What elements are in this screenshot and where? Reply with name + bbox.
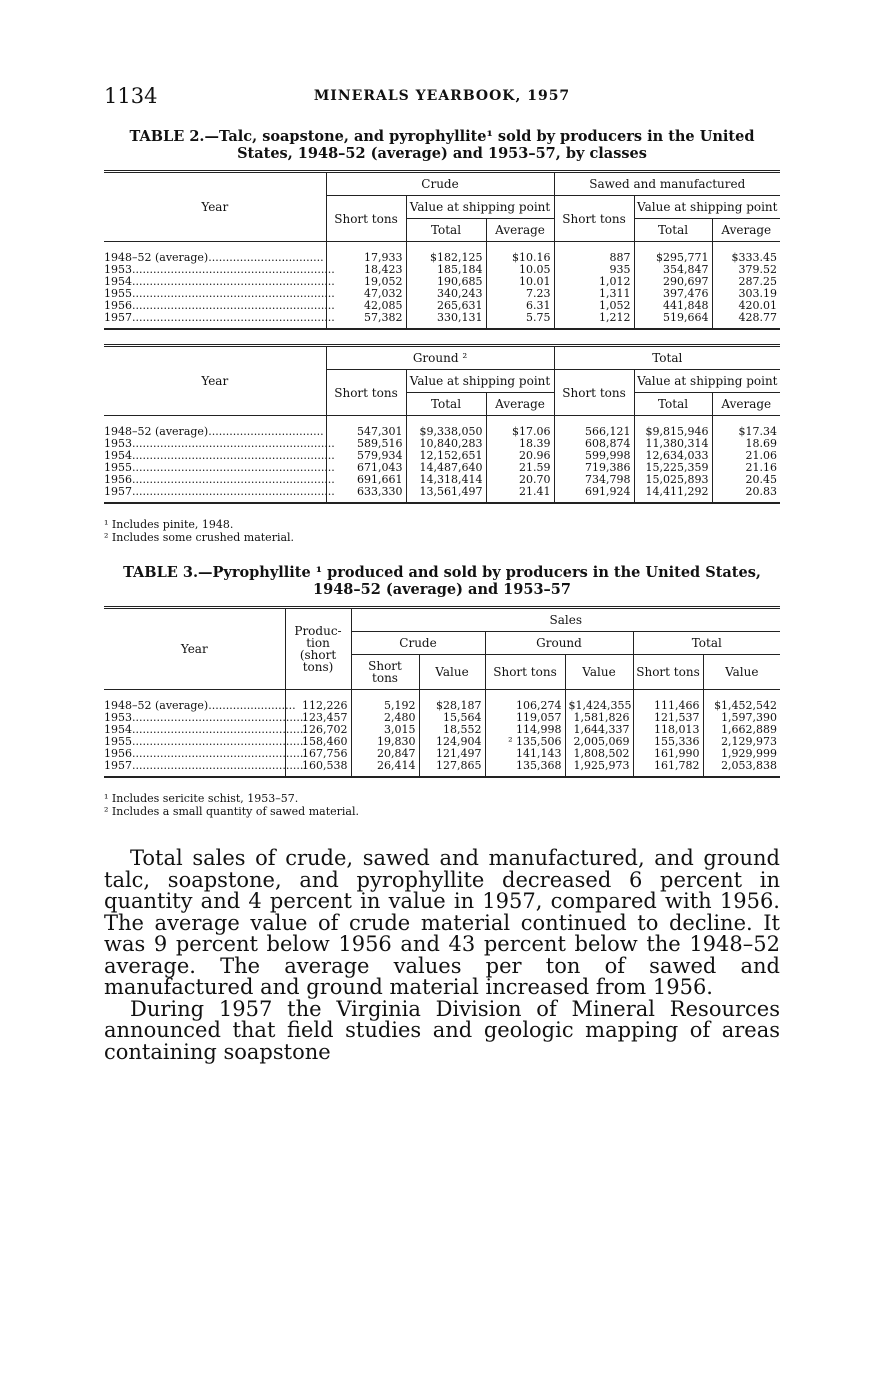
cell: 167,756 [285, 748, 351, 760]
cell: $182,125 [406, 242, 486, 265]
cell: 118,013 [633, 724, 703, 736]
cell: 441,848 [634, 300, 712, 312]
table2-p1-total-header: Total [406, 219, 486, 242]
table3-production-header: Produc-tion (short tons) [285, 608, 351, 690]
cell: 114,998 [485, 724, 565, 736]
body-paragraph-1: Total sales of crude, sawed and manufactured, and ground talc, soapstone, and pyrophyllite decreased 6 percent in quantity and 4 percent in value in 1957, compared with 1956. The average value of crude material continued to decline. It was 9 percent below 1956 and 43 percent below the 1948–52 average. The average values per ton of sawed and manufactured and ground material increased from 1956. [104, 846, 780, 999]
table2-p2-average-header: Average [486, 393, 554, 416]
cell: 18.69 [712, 438, 780, 450]
cell: 379.52 [712, 264, 780, 276]
cell: 13,561,497 [406, 486, 486, 503]
cell: $9,338,050 [406, 416, 486, 439]
cell: 354,847 [634, 264, 712, 276]
cell: 1,662,889 [703, 724, 780, 736]
footnote: ² Includes some crushed material. [104, 531, 295, 544]
cell: 20.45 [712, 474, 780, 486]
cell: 330,131 [406, 312, 486, 329]
table-row: 1954.......................................................... 19,052 190,685 10.01 1,012 290,697 287.25 [104, 276, 780, 288]
table2-p1-average-header: Average [486, 219, 554, 242]
table3-short-tons-header: Short tons [351, 655, 419, 690]
table3-crude-header: Crude [351, 632, 485, 655]
footnote: ¹ Includes pinite, 1948. [104, 518, 234, 531]
cell: 6.31 [486, 300, 554, 312]
table2-p2-short-tons-header: Short tons [554, 370, 634, 416]
cell: 566,121 [554, 416, 634, 439]
cell: 887 [554, 242, 634, 265]
table-row: 1955.................................................. 158,460 19,830 124,904 ² 135,506 2,005,069 155,336 2,129,973 [104, 736, 780, 748]
cell: 1,929,999 [703, 748, 780, 760]
cell: 123,457 [285, 712, 351, 724]
year-cell: 1956 [104, 473, 132, 486]
cell: 155,336 [633, 736, 703, 748]
cell: 14,487,640 [406, 462, 486, 474]
page [104, 80, 780, 1063]
cell: 12,152,651 [406, 450, 486, 462]
table2-p2-value-header: Value at shipping point [634, 370, 780, 393]
cell: 1,311 [554, 288, 634, 300]
cell: 15,564 [419, 712, 485, 724]
cell: 19,052 [326, 276, 406, 288]
table2-p1-year-header: Year [104, 172, 326, 242]
table2-p2-short-tons-header: Short tons [326, 370, 406, 416]
cell: 633,330 [326, 486, 406, 503]
year-cell: 1954 [104, 449, 132, 462]
cell: 5,192 [351, 690, 419, 713]
table3-total-header: Total [633, 632, 780, 655]
cell: $10.16 [486, 242, 554, 265]
table2-part1 [104, 170, 780, 330]
table2-p2-total-group-header: Total [554, 346, 780, 370]
cell: 397,476 [634, 288, 712, 300]
cell: 547,301 [326, 416, 406, 439]
cell: 691,661 [326, 474, 406, 486]
cell: 287.25 [712, 276, 780, 288]
cell: 589,516 [326, 438, 406, 450]
cell: $333.45 [712, 242, 780, 265]
cell: ² 135,506 [485, 736, 565, 748]
cell: 158,460 [285, 736, 351, 748]
cell: 428.77 [712, 312, 780, 329]
cell: 340,243 [406, 288, 486, 300]
body-paragraph-2: During 1957 the Virginia Division of Mineral Resources announced that field studies and geologic mapping of areas containing soapstone [104, 996, 780, 1064]
table2-p1-average-header: Average [712, 219, 780, 242]
table-row: 1956.......................................................... 691,661 14,318,414 20.70 734,798 15,025,893 20.45 [104, 474, 780, 486]
cell: 141,143 [485, 748, 565, 760]
cell: 2,480 [351, 712, 419, 724]
cell: 111,466 [633, 690, 703, 713]
cell: $17.34 [712, 416, 780, 439]
running-title: MINERALS YEARBOOK, 1957 [313, 88, 571, 104]
table3-value-header: Value [419, 655, 485, 690]
cell: 47,032 [326, 288, 406, 300]
cell: 26,414 [351, 760, 419, 777]
table-row: 1948–52 (average)................................. 17,933 $182,125 $10.16 887 $295,771 $333.45 [104, 242, 780, 265]
year-cell: 1948–52 (average) [104, 251, 209, 264]
page-number: 1134 [104, 84, 158, 108]
cell: 21.06 [712, 450, 780, 462]
year-cell: 1955 [104, 735, 132, 748]
table3-footnotes [104, 792, 780, 818]
cell: 119,057 [485, 712, 565, 724]
cell: 190,685 [406, 276, 486, 288]
table3-value-header: Value [703, 655, 780, 690]
cell: 671,043 [326, 462, 406, 474]
cell: 15,225,359 [634, 462, 712, 474]
cell: 12,634,033 [634, 450, 712, 462]
year-cell: 1948–52 (average) [104, 425, 209, 438]
cell: $17.06 [486, 416, 554, 439]
table2-p2-total-header: Total [406, 393, 486, 416]
table-row: 1953.......................................................... 18,423 185,184 10.05 935 354,847 379.52 [104, 264, 780, 276]
cell: 18.39 [486, 438, 554, 450]
table-row: 1955.......................................................... 47,032 340,243 7.23 1,311 397,476 303.19 [104, 288, 780, 300]
table-row: 1953.................................................. 123,457 2,480 15,564 119,057 1,581,826 121,537 1,597,390 [104, 712, 780, 724]
table-row: 1953.......................................................... 589,516 10,840,283 18.39 608,874 11,380,314 18.69 [104, 438, 780, 450]
year-cell: 1957 [104, 311, 132, 324]
table-row: 1955.......................................................... 671,043 14,487,640 21.59 719,386 15,225,359 21.16 [104, 462, 780, 474]
table2-p2-total-header: Total [634, 393, 712, 416]
year-cell: 1957 [104, 759, 132, 772]
cell: 2,129,973 [703, 736, 780, 748]
table-row: 1956.......................................................... 42,085 265,631 6.31 1,052 441,848 420.01 [104, 300, 780, 312]
table-row: 1957.................................................. 160,538 26,414 127,865 135,368 1,925,973 161,782 2,053,838 [104, 760, 780, 777]
cell: 127,865 [419, 760, 485, 777]
table2-title-line1: TABLE 2.—Talc, soapstone, and pyrophyllite¹ sold by producers in the United [129, 128, 755, 145]
table3-short-tons-header: Short tons [485, 655, 565, 690]
cell: 21.41 [486, 486, 554, 503]
cell: 420.01 [712, 300, 780, 312]
table2-title-line2: States, 1948–52 (average) and 1953–57, by classes [237, 145, 647, 162]
cell: $9,815,946 [634, 416, 712, 439]
year-cell: 1954 [104, 723, 132, 736]
cell: 1,581,826 [565, 712, 633, 724]
cell: 1,808,502 [565, 748, 633, 760]
cell: $28,187 [419, 690, 485, 713]
table-row: 1954.......................................................... 579,934 12,152,651 20.96 599,998 12,634,033 21.06 [104, 450, 780, 462]
cell: 126,702 [285, 724, 351, 736]
cell: 112,226 [285, 690, 351, 713]
cell: 265,631 [406, 300, 486, 312]
year-cell: 1957 [104, 485, 132, 498]
cell: 121,537 [633, 712, 703, 724]
cell: 734,798 [554, 474, 634, 486]
cell: 19,830 [351, 736, 419, 748]
cell: 20.96 [486, 450, 554, 462]
table3-short-tons-header: Short tons [633, 655, 703, 690]
cell: 719,386 [554, 462, 634, 474]
table2-part2 [104, 344, 780, 504]
table2-p2-average-header: Average [712, 393, 780, 416]
year-cell: 1953 [104, 263, 132, 276]
table2-p1-crude-header: Crude [326, 172, 554, 196]
table3-title [104, 564, 780, 598]
cell: 121,497 [419, 748, 485, 760]
cell: 1,012 [554, 276, 634, 288]
year-cell: 1955 [104, 461, 132, 474]
cell: 185,184 [406, 264, 486, 276]
cell: 2,053,838 [703, 760, 780, 777]
cell: 18,423 [326, 264, 406, 276]
table2-title [104, 128, 780, 162]
cell: 20.70 [486, 474, 554, 486]
cell: 608,874 [554, 438, 634, 450]
cell: 519,664 [634, 312, 712, 329]
year-cell: 1948–52 (average) [104, 699, 209, 712]
cell: 1,644,337 [565, 724, 633, 736]
year-cell: 1954 [104, 275, 132, 288]
table-row: 1954.................................................. 126,702 3,015 18,552 114,998 1,644,337 118,013 1,662,889 [104, 724, 780, 736]
cell: 579,934 [326, 450, 406, 462]
table3-ground-header: Ground [485, 632, 633, 655]
cell: $295,771 [634, 242, 712, 265]
cell: 1,052 [554, 300, 634, 312]
cell: 290,697 [634, 276, 712, 288]
running-head [104, 80, 780, 114]
cell: 106,274 [485, 690, 565, 713]
table-row: 1957.......................................................... 57,382 330,131 5.75 1,212 519,664 428.77 [104, 312, 780, 329]
table-row: 1948–52 (average)......................... 112,226 5,192 $28,187 106,274 $1,424,355 111,466 $1,452,542 [104, 690, 780, 713]
cell: 21.16 [712, 462, 780, 474]
cell: 17,933 [326, 242, 406, 265]
cell: 15,025,893 [634, 474, 712, 486]
cell: 5.75 [486, 312, 554, 329]
cell: 10.01 [486, 276, 554, 288]
cell: $1,452,542 [703, 690, 780, 713]
cell: 14,411,292 [634, 486, 712, 503]
table2-p1-total-header: Total [634, 219, 712, 242]
cell: 1,212 [554, 312, 634, 329]
cell: 21.59 [486, 462, 554, 474]
cell: 135,368 [485, 760, 565, 777]
table-row: 1956.................................................. 167,756 20,847 121,497 141,143 1,808,502 161,990 1,929,999 [104, 748, 780, 760]
year-cell: 1953 [104, 711, 132, 724]
footnote: ¹ Includes sericite schist, 1953–57. [104, 792, 299, 805]
cell: 1,925,973 [565, 760, 633, 777]
table2-p2-year-header: Year [104, 346, 326, 416]
table2-p1-short-tons-header: Short tons [554, 196, 634, 242]
cell: $1,424,355 [565, 690, 633, 713]
cell: 14,318,414 [406, 474, 486, 486]
cell: 2,005,069 [565, 736, 633, 748]
cell: 691,924 [554, 486, 634, 503]
footnote: ² Includes a small quantity of sawed material. [104, 805, 359, 818]
table2-p1-value-header: Value at shipping point [406, 196, 554, 219]
cell: 3,015 [351, 724, 419, 736]
table2-p1-value-header: Value at shipping point [634, 196, 780, 219]
table3-title-line1: TABLE 3.—Pyrophyllite ¹ produced and sold by producers in the United States, [123, 564, 761, 581]
cell: 42,085 [326, 300, 406, 312]
cell: 935 [554, 264, 634, 276]
cell: 599,998 [554, 450, 634, 462]
cell: 57,382 [326, 312, 406, 329]
year-cell: 1953 [104, 437, 132, 450]
cell: 18,552 [419, 724, 485, 736]
cell: 124,904 [419, 736, 485, 748]
cell: 1,597,390 [703, 712, 780, 724]
cell: 7.23 [486, 288, 554, 300]
table2-footnotes [104, 518, 780, 544]
table-row: 1957.......................................................... 633,330 13,561,497 21.41 691,924 14,411,292 20.83 [104, 486, 780, 503]
table2-p2-value-header: Value at shipping point [406, 370, 554, 393]
table-row: 1948–52 (average)................................. 547,301 $9,338,050 $17.06 566,121 $9,815,946 $17.34 [104, 416, 780, 439]
cell: 20.83 [712, 486, 780, 503]
table3-value-header: Value [565, 655, 633, 690]
cell: 160,538 [285, 760, 351, 777]
year-cell: 1956 [104, 299, 132, 312]
cell: 20,847 [351, 748, 419, 760]
year-cell: 1956 [104, 747, 132, 760]
cell: 303.19 [712, 288, 780, 300]
table3-sales-header: Sales [351, 608, 780, 632]
year-cell: 1955 [104, 287, 132, 300]
table3-year-header: Year [104, 608, 285, 690]
table2-p1-sawed-header: Sawed and manufactured [554, 172, 780, 196]
table2-p1-short-tons-header: Short tons [326, 196, 406, 242]
table2-p2-ground-header: Ground ² [326, 346, 554, 370]
cell: 10,840,283 [406, 438, 486, 450]
cell: 161,782 [633, 760, 703, 777]
cell: 10.05 [486, 264, 554, 276]
cell: 161,990 [633, 748, 703, 760]
table3-title-line2: 1948–52 (average) and 1953–57 [313, 581, 571, 598]
cell: 11,380,314 [634, 438, 712, 450]
table3 [104, 606, 780, 778]
